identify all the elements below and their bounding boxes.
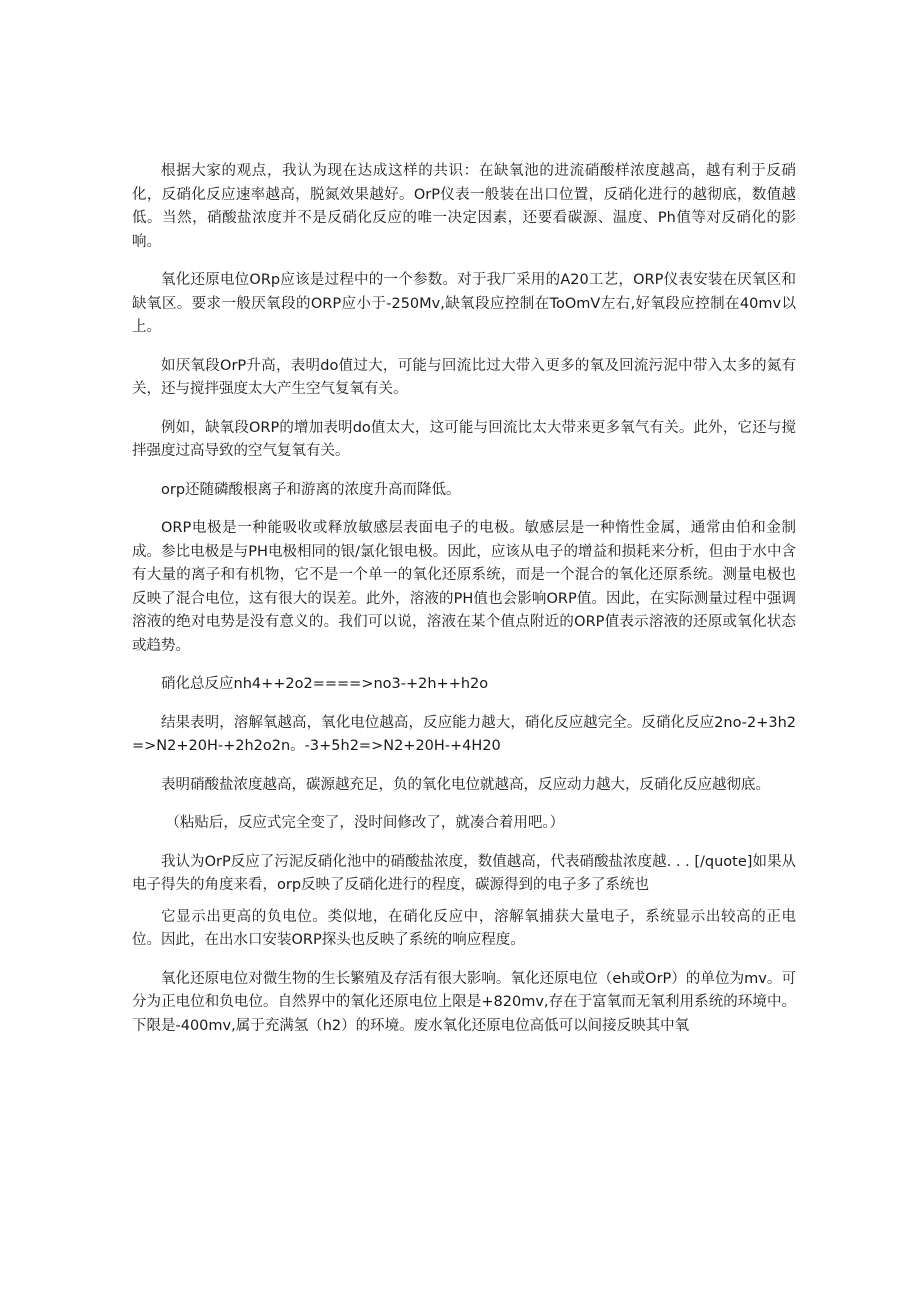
paragraph-12: 它显示出更高的负电位。类似地，在硝化反应中，溶解氧捕获大量电子，系统显示出较高的正电位。因此，在出水口安装ORP探头也反映了系统的响应程度。 xyxy=(132,908,796,948)
paragraph-10: （粘贴后，反应式完全变了，没时间修改了，就凑合着用吧。） xyxy=(165,815,565,831)
paragraph-9: 表明硝酸盐浓度越高，碳源越充足，负的氧化电位就越高，反应动力越大，反硝化反应越彻底。 xyxy=(161,776,770,793)
paragraph-7: 硝化总反应nh4++2o2====>no3-+2h++h2o xyxy=(161,676,489,692)
paragraph-4: 例如，缺氧段ORP的增加表明do值太大，这可能与回流比太大带来更多氧气有关。此外，它还与搅拌强度过高导致的空气复氧有关。 xyxy=(132,419,796,459)
paragraph-5: orp还随磷酸根离子和游离的浓度升高而降低。 xyxy=(161,481,461,498)
paragraph-8: 结果表明，溶解氧越高，氧化电位越高，反应能力越大，硝化反应越完全。反硝化反应2no-2+3h2=>N2+20H-+2h2o2n。-3+5h2=>N2+20H-+4H20 xyxy=(132,714,796,754)
paragraph-11: 我认为OrP反应了污泥反硝化池中的硝酸盐浓度，数值越高，代表硝酸盐浓度越. . . [/quote]如果从电子得失的角度来看，orp反映了反硝化进行的程度，碳源得到的电子多了系统也 xyxy=(132,853,796,893)
paragraph-6: ORP电极是一种能吸收或释放敏感层表面电子的电极。敏感层是一种惰性金属，通常由伯和金制成。参比电极是与PH电极相同的银/氯化银电极。因此，应该从电子的增益和损耗来分析，但由于水中含有大量的离子和有机物，它不是一个单一的氧化还原系统，而是一个混合的氧化还原系统。测量电极也反映了混合电位，这有很大的误差。此外，溶液的PH值也会影响ORP值。因此，在实际测量过程中强调溶液的绝对电势是没有意义的。我们可以说，溶液在某个值点附近的ORP值表示溶液的还原或氧化状态或趋势。 xyxy=(132,520,796,654)
paragraph-13: 氧化还原电位对微生物的生长繁殖及存活有很大影响。氧化还原电位（eh或OrP）的单位为mv。可分为正电位和负电位。自然界中的氧化还原电位上限是+820mv,存在于富氧而无氧利用系统的环境中。下限是-400mv,属于充满氢（h2）的环境。废水氧化还原电位高低可以间接反映其中氧 xyxy=(132,970,796,1034)
paragraph-3: 如厌氧段OrP升高，表明do值过大，可能与回流比过大带入更多的氧及回流污泥中带入太多的氮有关，还与搅拌强度太大产生空气复氧有关。 xyxy=(132,357,796,397)
paragraph-2: 氧化还原电位ORp应该是过程中的一个参数。对于我厂采用的A20工艺，ORP仪表安装在厌氧区和缺氧区。要求一般厌氧段的ORP应小于-250Mv,缺氧段应控制在ToOmV左右,好氧段应控制在40mv以上。 xyxy=(132,272,796,335)
document-page xyxy=(132,160,796,1053)
paragraph-1: 根据大家的观点，我认为现在达成这样的共识：在缺氧池的进流硝酸样浓度越高，越有利于反硝化，反硝化反应速率越高，脱氮效果越好。OrP仪表一般装在出口位置，反硝化进行的越彻底，数值越低。当然，硝酸盐浓度并不是反硝化反应的唯一决定因素，还要看碳源、温度、Ph值等对反硝化的影响。 xyxy=(132,163,796,250)
